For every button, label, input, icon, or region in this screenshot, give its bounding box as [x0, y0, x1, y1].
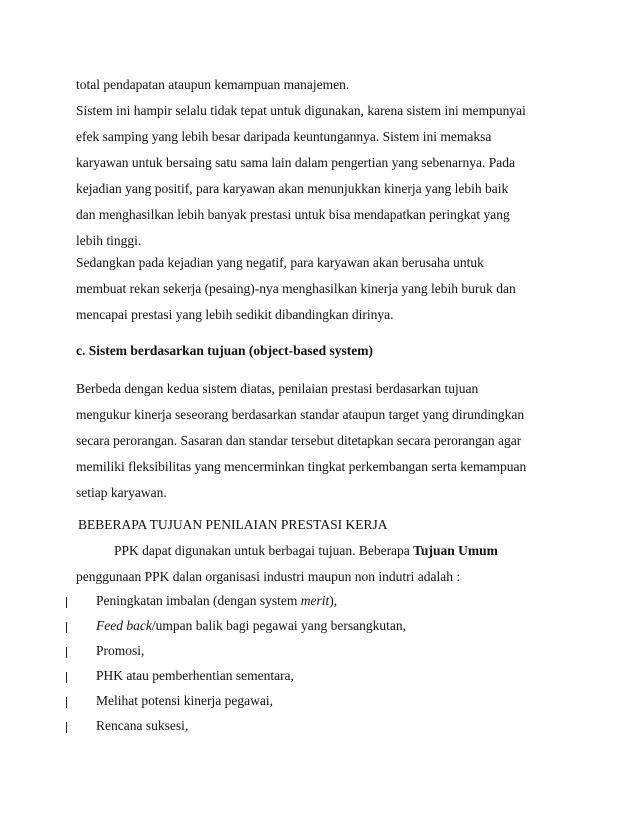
list-item — [96, 617, 406, 635]
list-item — [96, 592, 337, 610]
list-item: Melihat potensi kinerja pegawai, — [96, 693, 273, 708]
paragraph-line: efek samping yang lebih besar daripada keuntungannya. Sistem ini memaksa — [76, 129, 492, 144]
list-item-text: ), — [329, 593, 338, 608]
intro-text: PPK dapat digunakan untuk berbagai tujuan. Beberapa — [114, 543, 414, 558]
intro-bold-text: Tujuan Umum — [413, 543, 498, 558]
paragraph-line: membuat rekan sekerja (pesaing)-nya menghasilkan kinerja yang lebih buruk dan — [76, 281, 516, 296]
list-item-text: /umpan balik bagi pegawai yang bersangkutan, — [151, 618, 407, 633]
paragraph-line: mencapai prestasi yang lebih sedikit dibandingkan dirinya. — [76, 307, 394, 322]
section-heading: c. Sistem berdasarkan tujuan (object-based system) — [76, 343, 373, 358]
paragraph-line: memiliki fleksibilitas yang mencerminkan tingkat perkembangan serta kemampuan — [76, 459, 527, 474]
paragraph-line: Sistem ini hampir selalu tidak tepat untuk digunakan, karena sistem ini mempunyai — [76, 103, 526, 118]
list-item-italic: merit — [300, 593, 330, 608]
paragraph-line: karyawan untuk bersaing satu sama lain dalam pengertian yang sebenarnya. Pada — [76, 155, 515, 170]
bullet-marker — [66, 622, 67, 633]
list-item: Promosi, — [96, 643, 145, 658]
bullet-marker — [66, 697, 67, 708]
bullet-marker — [66, 647, 67, 658]
section-title: BEBERAPA TUJUAN PENILAIAN PRESTASI KERJA — [78, 517, 388, 532]
list-item: Rencana suksesi, — [96, 718, 189, 733]
paragraph-line: kejadian yang positif, para karyawan akan menunjukkan kinerja yang lebih baik — [76, 181, 509, 196]
list-item-italic: Feed back — [96, 618, 152, 633]
paragraph-line: total pendapatan ataupun kemampuan manajemen. — [76, 77, 350, 92]
paragraph-line: setiap karyawan. — [76, 485, 167, 500]
paragraph-line: secara perorangan. Sasaran dan standar tersebut ditetapkan secara perorangan agar — [76, 433, 522, 448]
list-item: PHK atau pemberhentian sementara, — [96, 668, 294, 683]
bullet-marker — [66, 597, 67, 608]
paragraph-line: Berbeda dengan kedua sistem diatas, penilaian prestasi berdasarkan tujuan — [76, 381, 479, 396]
bullet-marker — [66, 672, 67, 683]
paragraph-line: dan menghasilkan lebih banyak prestasi untuk bisa mendapatkan peringkat yang — [76, 207, 510, 222]
intro-line: penggunaan PPK dalan organisasi industri maupun non indutri adalah : — [76, 569, 461, 584]
bullet-marker — [66, 722, 67, 733]
paragraph-line: lebih tinggi. — [76, 233, 142, 248]
paragraph-line: mengukur kinerja seseorang berdasarkan standar ataupun target yang dirundingkan — [76, 407, 525, 422]
intro-line — [114, 542, 498, 560]
list-item-text: Peningkatan imbalan (dengan system — [96, 593, 301, 608]
paragraph-line: Sedangkan pada kejadian yang negatif, para karyawan akan berusaha untuk — [76, 255, 484, 270]
